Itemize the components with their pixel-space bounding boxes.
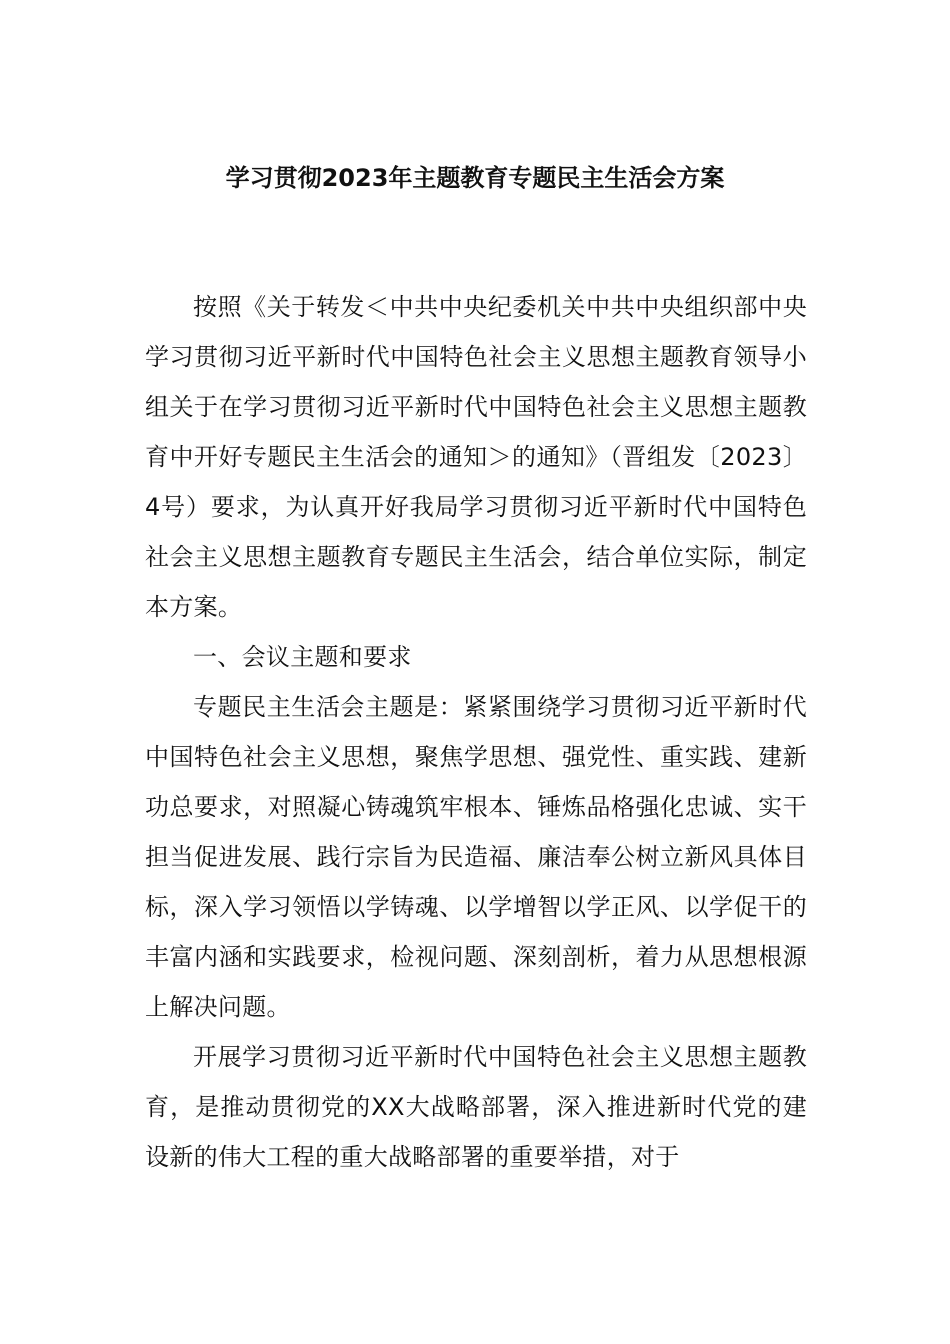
paragraph-significance: 开展学习贯彻习近平新时代中国特色社会主义思想主题教育，是推动贯彻党的XX大战略部署，深入推进新时代党的建设新的伟大工程的重大战略部署的重要举措，对于 [145,1043,807,1171]
document-body [145,282,807,1182]
paragraph-theme: 专题民主生活会主题是：紧紧围绕学习贯彻习近平新时代中国特色社会主义思想，聚焦学思想、强党性、重实践、建新功总要求，对照凝心铸魂筑牢根本、锤炼品格强化忠诚、实干担当促进发展、践行宗旨为民造福、廉洁奉公树立新风具体目标，深入学习领悟以学铸魂、以学增智以学正风、以学促干的丰富内涵和实践要求，检视问题、深刻剖析，着力从思想根源上解决问题。 [145,693,807,1021]
document-title: 学习贯彻2023年主题教育专题民主生活会方案 [225,164,725,192]
section-heading-1: 一、会议主题和要求 [193,643,412,671]
paragraph-intro: 按照《关于转发＜中共中央纪委机关中共中央组织部中央学习贯彻习近平新时代中国特色社会主义思想主题教育领导小组关于在学习贯彻习近平新时代中国特色社会主义思想主题教育中开好专题民主生活会的通知＞的通知》（晋组发〔2023〕4号）要求，为认真开好我局学习贯彻习近平新时代中国特色社会主义思想主题教育专题民主生活会，结合单位实际，制定本方案。 [145,293,807,621]
